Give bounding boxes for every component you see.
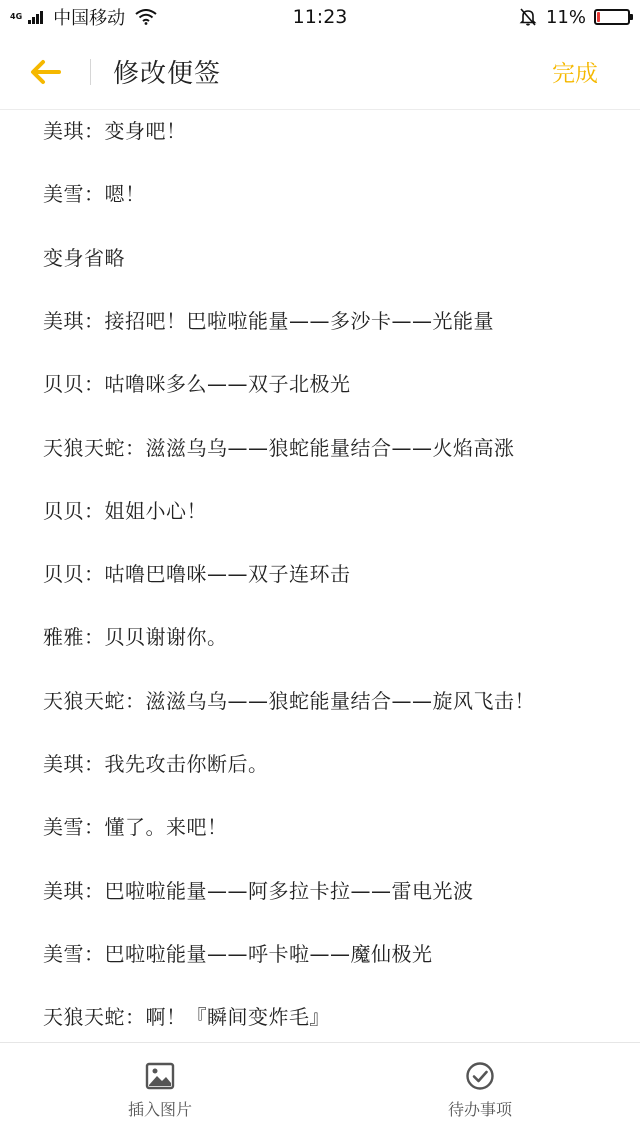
todo-button[interactable] [320, 1043, 640, 1138]
note-line: 贝贝：姐姐小心！ [43, 498, 207, 523]
note-line: 贝贝：咕噜咪多么——双子北极光 [43, 372, 351, 397]
note-editor[interactable] [0, 110, 640, 1042]
note-line: 美琪：我先攻击你断后。 [43, 752, 269, 776]
bottom-toolbar [0, 1042, 640, 1138]
network-type: 4G [10, 12, 23, 21]
wifi-icon [135, 9, 157, 25]
note-line: 美琪：变身吧！ [43, 119, 187, 143]
note-line: 美琪：接招吧！巴啦啦能量——多沙卡——光能量 [43, 308, 494, 333]
done-button[interactable]: 完成 [552, 61, 598, 87]
check-circle-icon [465, 1061, 495, 1091]
battery-icon [594, 9, 630, 25]
back-arrow-icon [29, 59, 61, 85]
signal-icon [28, 10, 43, 24]
note-line: 变身省略 [43, 245, 125, 270]
battery-level [597, 12, 600, 22]
todo-label: 待办事项 [447, 1100, 512, 1119]
note-line: 美琪：巴啦啦能量——阿多拉卡拉——雷电光波 [43, 878, 474, 903]
status-bar [0, 0, 640, 34]
note-line: 天狼天蛇：滋滋乌乌——狼蛇能量结合——旋风飞击！ [43, 688, 535, 713]
note-line: 天狼天蛇：滋滋乌乌——狼蛇能量结合——火焰高涨 [43, 435, 515, 460]
page-title: 修改便签 [113, 59, 222, 89]
header [0, 34, 640, 110]
status-left [10, 4, 230, 30]
carrier-name: 中国移动 [53, 8, 126, 29]
note-line: 天狼天蛇：啊！『瞬间变炸毛』 [43, 1005, 330, 1030]
back-button[interactable] [0, 34, 90, 110]
insert-image-button[interactable] [0, 1043, 320, 1138]
note-line: 美雪：懂了。来吧！ [43, 815, 228, 840]
note-line: 贝贝：咕噜巴噜咪——双子连环击 [43, 562, 351, 587]
header-divider [90, 59, 91, 85]
status-right [410, 7, 630, 28]
note-line: 雅雅：贝贝谢谢你。 [43, 625, 228, 650]
image-icon [145, 1061, 175, 1091]
mute-bell-icon [518, 7, 538, 27]
insert-image-label: 插入图片 [127, 1100, 192, 1119]
note-line: 美雪：巴啦啦能量——呼卡啦——魔仙极光 [43, 941, 433, 966]
status-time: 11:23 [292, 6, 348, 28]
battery-percent: 11% [545, 6, 586, 28]
note-line: 美雪：嗯！ [43, 182, 146, 207]
